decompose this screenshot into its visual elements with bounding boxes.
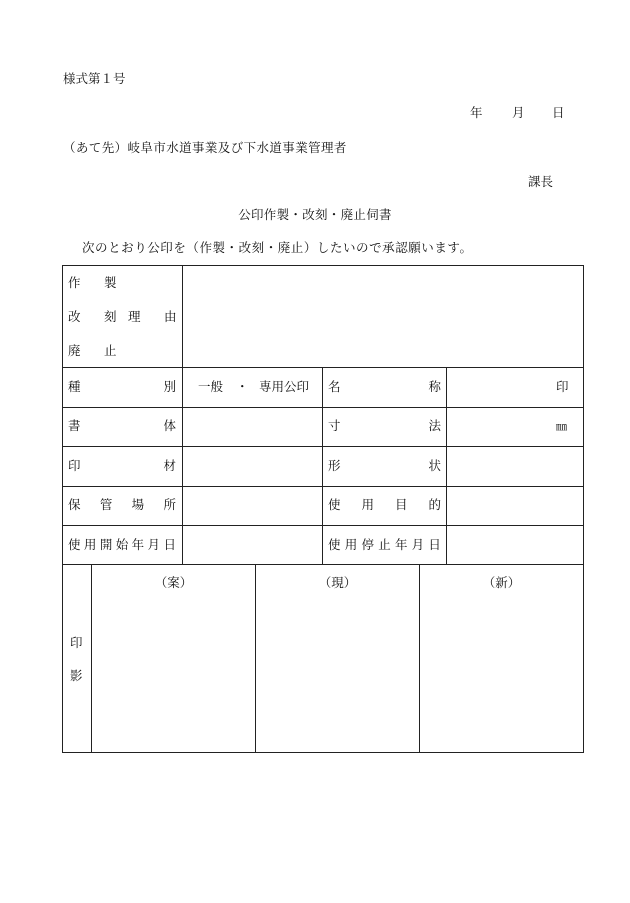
end-date-label-char: 用 [344,537,358,552]
section-head: 課長 [528,174,554,189]
purpose-label-char: 的 [428,497,441,512]
end-date-label-char: 日 [428,537,441,552]
document-title: 公印作製・改刻・廃止伺書 [238,207,392,222]
size-label-char: 法 [428,418,441,433]
table-border-left [62,265,63,753]
end-date-label-char: 月 [411,537,425,552]
impression-new-heading: （新） [482,575,521,590]
shape-label-char: 状 [428,458,441,473]
reason-label-char: 理 [128,309,141,324]
impression-current-heading: （現） [318,575,357,590]
purpose-label-char: 目 [394,497,408,512]
type-label-char: 種 [68,379,81,394]
type-option-general[interactable]: 一般 [198,379,224,394]
size-label-char: 寸 [328,418,341,433]
reason-label-char: 廃 [68,343,81,358]
form-number: 様式第１号 [63,71,126,86]
end-date-label-char: 停 [361,537,374,552]
end-date-label [328,539,441,552]
shape-label [328,460,441,473]
table-border-right [583,265,584,753]
end-date-label-char: 使 [328,537,341,552]
reason-label-char: 刻 [104,309,117,324]
purpose-label-char: 用 [361,497,374,512]
reason-label-char: 製 [104,275,117,290]
addressee: （あて先）岐阜市水道事業及び下水道事業管理者 [63,140,347,155]
purpose-label [328,499,441,512]
start-date-field[interactable] [183,526,322,564]
shape-label-char: 形 [328,458,341,473]
reason-label-char: 止 [104,343,117,358]
type-label [68,381,176,394]
style-label-char: 書 [68,418,81,433]
start-date-label-char: 日 [163,537,176,552]
style-label [68,420,176,433]
end-date-field[interactable] [447,526,583,564]
start-date-label-char: 始 [115,537,129,552]
storage-label-char: 場 [131,497,145,512]
reason-label-char: 改 [68,309,81,324]
storage-label-char: 所 [163,497,176,512]
material-field[interactable] [183,447,322,486]
purpose-field[interactable] [447,487,583,525]
type-option-dedicated[interactable]: 専用公印 [259,379,310,394]
size-label [328,420,441,433]
impression-label-char: 影 [70,668,83,683]
impression-label-char: 印 [70,635,83,650]
date-month: 月 [512,105,525,120]
style-label-char: 体 [163,418,176,433]
start-date-label-char: 月 [147,537,161,552]
storage-field[interactable] [183,487,322,525]
table-border-bottom [62,752,584,753]
end-date-label-char: 止 [378,537,391,552]
style-field[interactable] [183,408,322,446]
reason-label-char: 作 [68,275,81,290]
start-date-label [68,539,176,552]
impression-current-box[interactable] [256,565,419,752]
name-label [328,381,441,394]
reason-label-char: 由 [164,309,177,324]
date-year: 年 [470,105,483,120]
name-label-char: 称 [428,379,441,394]
start-date-label-char: 用 [83,537,97,552]
material-label-char: 材 [163,458,176,473]
type-option-separator: ・ [236,379,249,394]
shape-field[interactable] [447,447,583,486]
type-label-char: 別 [163,379,176,394]
storage-label-char: 管 [99,497,113,512]
start-date-label-char: 開 [99,537,113,552]
request-text: 次のとおり公印を（作製・改刻・廃止）したいので承認願います。 [82,240,473,255]
storage-label-char: 保 [68,497,81,512]
end-date-label-char: 年 [394,537,408,552]
purpose-label-char: 使 [328,497,341,512]
start-date-label-char: 年 [131,537,145,552]
storage-label [68,499,176,512]
material-label-char: 印 [68,458,81,473]
start-date-label-char: 使 [68,537,81,552]
impression-draft-heading: （案） [154,575,193,590]
name-suffix: 印 [556,379,569,394]
impression-draft-box[interactable] [92,565,255,752]
name-label-char: 名 [328,379,341,394]
column-divider [322,367,323,565]
material-label [68,460,176,473]
reason-field[interactable] [183,266,583,367]
date-day: 日 [552,105,565,120]
size-unit: ㎜ [556,420,567,433]
impression-new-box[interactable] [420,565,583,752]
